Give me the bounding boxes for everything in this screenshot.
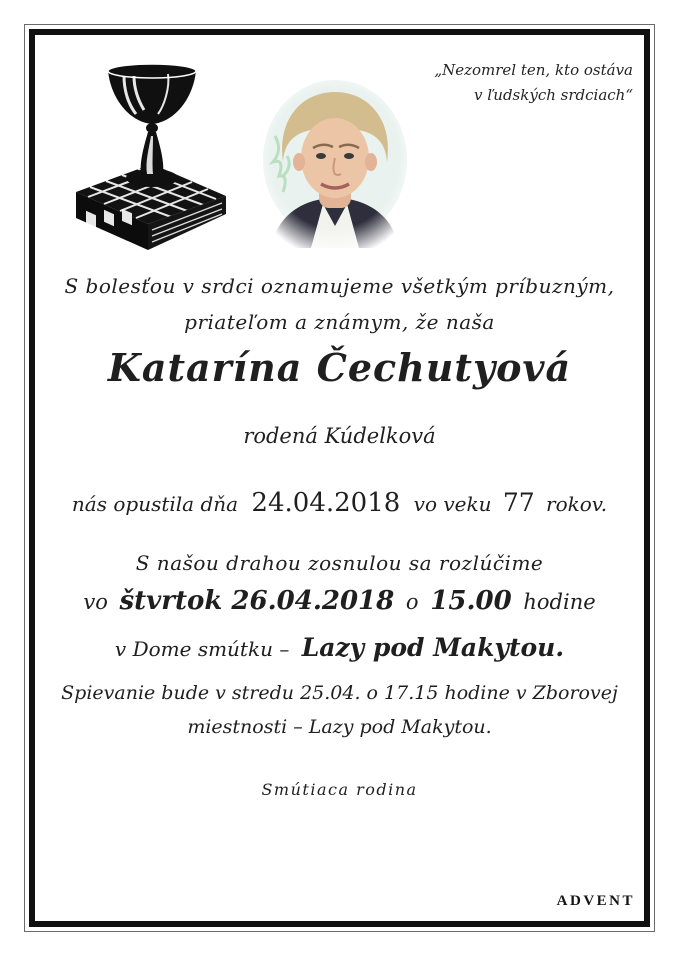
- intro-line-2: priateľom a známym, že naša: [184, 310, 495, 334]
- deceased-portrait-photo: [257, 76, 413, 248]
- intro-line-1: S bolesťou v srdci oznamujeme všetkým príbuzným,: [64, 274, 615, 298]
- singing-line-1: Spievanie bude v stredu 25.04. o 17.15 hodine v Zborovej: [61, 682, 618, 704]
- funeral-place: Lazy pod Makytou.: [301, 633, 565, 662]
- death-middle: vo veku: [413, 492, 492, 516]
- funeral-datetime-line: [40, 586, 639, 616]
- quote-line-2: v ľudských srdciach“: [474, 85, 633, 104]
- deceased-name: Katarína Čechutyová: [107, 345, 572, 390]
- death-suffix: rokov.: [546, 492, 608, 516]
- quote-line-1: „Nezomrel ten, kto ostáva: [434, 61, 633, 79]
- place-prefix: v Dome smútku –: [114, 637, 290, 661]
- mourning-family-signature: Smútiaca rodina: [261, 780, 418, 799]
- death-line: [40, 488, 639, 518]
- funeral-time: 15.00: [430, 586, 512, 616]
- singing-line-2: miestnosti – Lazy pod Makytou.: [187, 716, 492, 738]
- chalice-on-bible-icon: [64, 62, 236, 258]
- maiden-name: rodená Kúdelková: [243, 424, 436, 448]
- funeral-day: štvrtok 26.04.2018: [119, 586, 395, 616]
- publisher-mark: ADVENT: [556, 893, 635, 909]
- memorial-quote: [434, 58, 633, 108]
- time-prefix: o: [405, 590, 419, 614]
- farewell-line: S našou drahou zosnulou sa rozlúčime: [135, 551, 544, 575]
- death-date: 24.04.2018: [251, 488, 401, 518]
- time-suffix: hodine: [523, 590, 596, 614]
- death-age: 77: [502, 488, 535, 517]
- day-prefix: vo: [83, 590, 108, 614]
- death-prefix: nás opustila dňa: [71, 492, 239, 516]
- funeral-place-line: [40, 633, 639, 662]
